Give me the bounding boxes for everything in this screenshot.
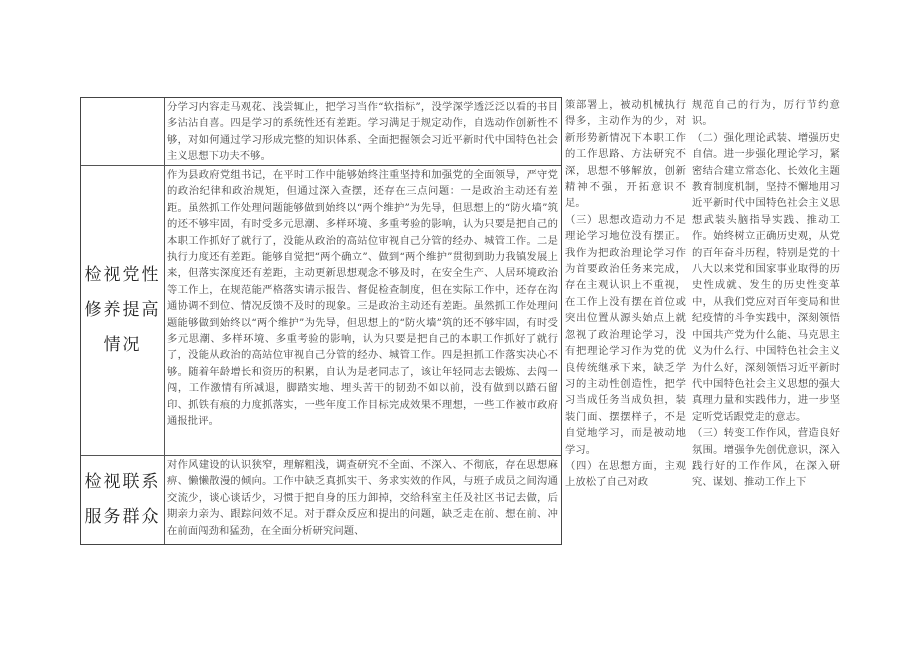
row-label-line: 检视党性 xyxy=(84,265,161,285)
paragraph: 策部署上，被动机械执行得多，主动作为的少，对新形势新情况下本职工作的工作思路、方法研究不深，思想不够解放，创新精神不强，开拓意识不足。 xyxy=(565,99,686,210)
row-label-line: 情况 xyxy=(103,335,142,355)
table-row xyxy=(81,166,561,456)
paragraph: 规范自己的行为，厉行节约意识。 xyxy=(692,99,840,128)
row-label-line: 服务群众 xyxy=(84,507,161,527)
row-label-line: 检视联系 xyxy=(84,472,161,492)
table-row xyxy=(81,98,561,166)
middle-column-text xyxy=(565,97,686,491)
paragraph: （三）思想改造动力不足理论学习地位没有摆正。我作为把政治理论学习作为首要政治任务来完成，存在主观认识上不重视，在工作上没有摆在首位或突出位置从源头始点上就忽视了政治理论学习，没有把理论学习作为党的优良传统继承下来，缺乏学习的主动性创造性，把学习当成任务当成负担，装装门面、摆摆样子，不是自觉地学习，而是被动地学习。 xyxy=(565,213,686,456)
right-column-text xyxy=(692,97,840,491)
row-label-line: 修养提高 xyxy=(84,300,161,320)
row-label xyxy=(81,456,165,544)
paragraph: （三）转变工作作风，营造良好氛围。增强争先创优意识，深入践行好的工作作风，在深入研究、谋划、推动工作上下 xyxy=(692,427,840,489)
paragraph: （二）强化理论武装、增强历史自信。进一步强化理论学习，紧密结合建立常态化、长效化主题教育制度机制，坚持不懈地用习近平新时代中国特色社会主义思想武装头脑指导实践、推动工作。始终树立正确历史观，从党的百年奋斗历程，特别是党的十八大以来党和国家事业取得的历史性成就、发生的历史性变革中，从我们党应对百年变局和世纪疫情的斗争实践中，深刻领悟中国共产党为什么能、马克思主义为什么行、中国特色社会主义为什么好，深刻领悟习近平新时代中国特色社会主义思想的强大真理力量和实践伟力，进一步坚定听党话跟党走的意志。 xyxy=(692,131,840,423)
row-text: 对作风建设的认识狭窄，理解粗浅，调查研究不全面、不深入、不彻底，存在思想麻痹、懒懒散漫的倾向。工作中缺乏真抓实干、务求实效的作风，与班子成员之间沟通交流少，谈心谈话少，习惯于把自身的压力卸掉，交给科室主任及社区书记去做，后期亲力亲为、跟踪问效不足。对于群众反应和提出的问题，缺乏走在前、想在前、冲在前面闯劲和猛劲，在全面分析研究问题、 xyxy=(167,459,558,537)
row-label xyxy=(81,166,165,455)
assessment-table xyxy=(80,97,562,545)
row-text: 作为县政府党组书记，在平时工作中能够始终注重坚持和加强党的全面领导，严守党的政治纪律和政治规矩，但通过深入查摆，还存在三点问题：一是政治主动还有差距。虽然抓工作处理问题能够做到始终以“两个维护”为先导，但思想上的“防火墙”筑的还不够牢固，有时受多元思潮、多样环境、多重考验的影响，认为只要是把自己的本职工作抓好了就行了，没能从政治的高站位审视自己分管的经办、城管工作。二是执行力度还有差距。能够自觉把“两个确立”、做到“两个维护”贯彻到助力我镇发展上来，但落实深度还有差距，主动更新思想观念不够及时，在安全生产、人居环境政治等工作上，在规范能严格落实请示报告、督促检查制度，但在实际工作中，还存在沟通协调不到位、情况反馈不及时的现象。三是政治主动还有差距。虽然抓工作处理问题能够做到始终以“两个维护”为先导，但思想上的“防火墙”筑的还不够牢固，有时受多元思潮、多样环境、多重考验的影响，认为只要是把自己的本职工作抓好了就行了，没能从政治的高站位审视自己分管的经办、城管工作。四是担抓工作落实决心不够。随着年龄增长和资历的积累，自认为是老同志了，该让年轻同志去锻炼、去闯一闯，工作激情有所减退，脚踏实地、埋头苦干的韧劲不如以前，没有做到以踏石留印、抓铁有痕的力度抓落实，一些年度工作目标完成效果不理想，一些工作被市政府通报批评。 xyxy=(167,169,558,428)
row-label xyxy=(81,98,165,165)
row-text: 分学习内容走马观花、浅尝辄止，把学习当作“软指标”，没学深学透泛泛以看的书目多沾沾自喜。四是学习的系统性还有差距。学习满足于规定动作，自选动作创新性不够，对如何通过学习形成完整的知识体系、全面把握领会习近平新时代中国特色社会主义思想下功夫不够。 xyxy=(167,101,558,163)
table-row xyxy=(81,456,561,544)
paragraph: （四）在思想方面，主观上放松了自己对政 xyxy=(565,459,686,489)
